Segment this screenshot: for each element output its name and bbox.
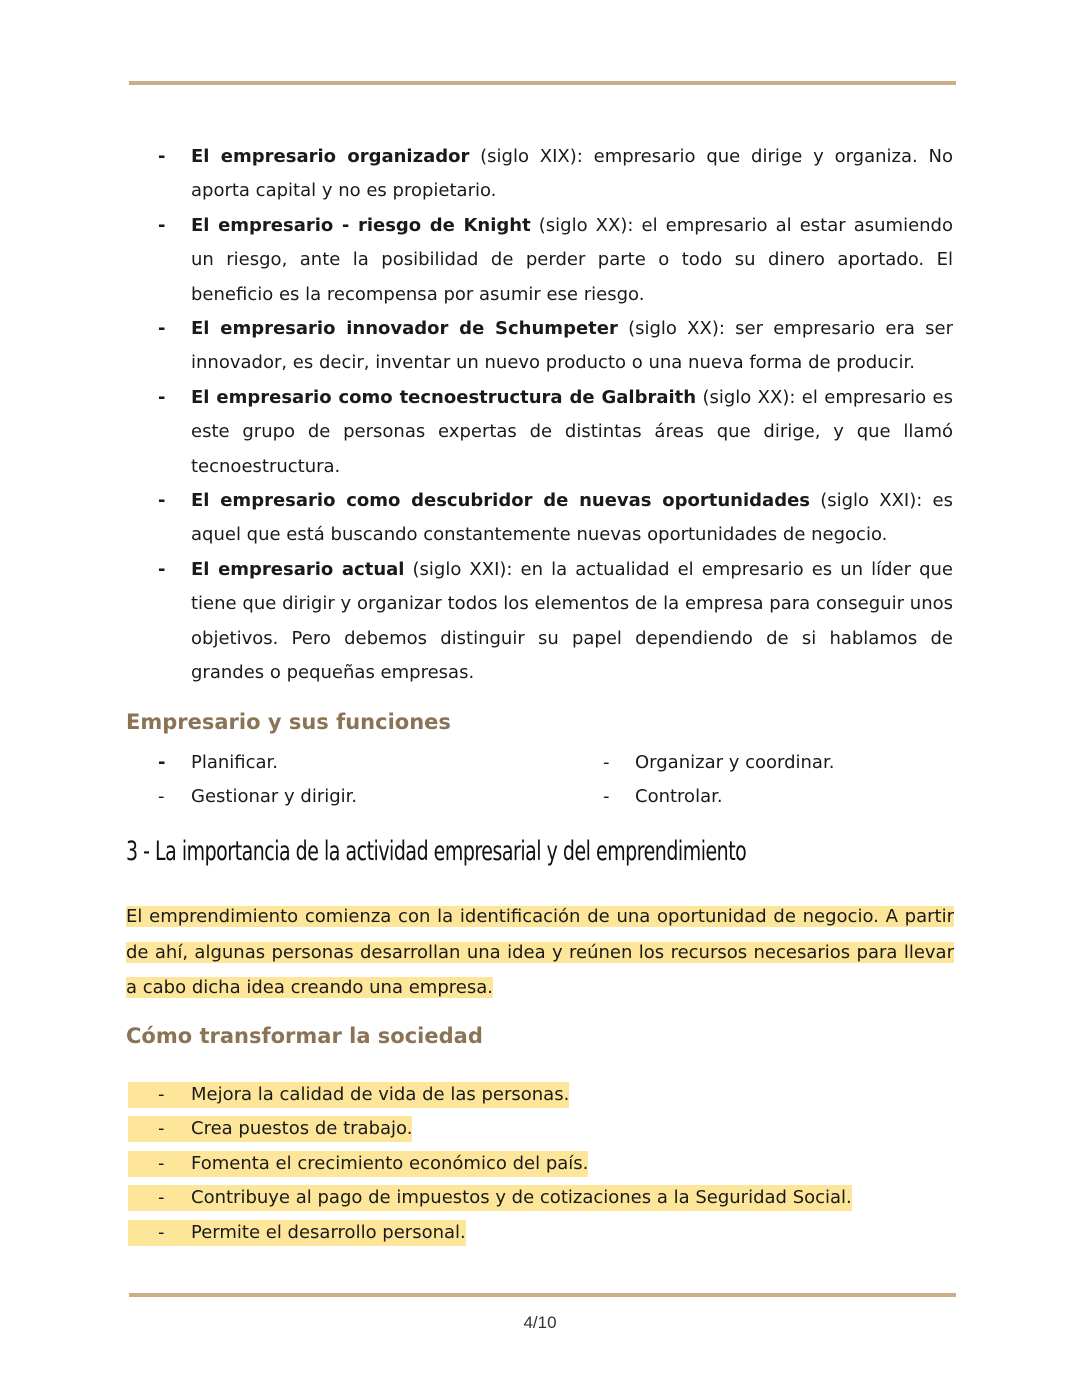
highlighted-text <box>128 1116 412 1142</box>
term-description: (siglo XX): ser empresario era ser innovador, es decir, inventar un nuevo producto o una nueva forma de producir. <box>191 318 953 374</box>
entrepreneur-types-list <box>128 140 953 691</box>
footer-rule <box>129 1293 956 1297</box>
bullet-dash: - <box>158 1118 165 1140</box>
header-rule <box>129 81 956 85</box>
term-bold: El empresario como tecnoestructura de Galbraith <box>191 386 697 408</box>
bullet-dash: - <box>158 1187 165 1209</box>
bullet-dash: - <box>158 214 166 236</box>
bullet-dash: - <box>158 318 166 340</box>
list-item <box>128 484 953 553</box>
highlighted-text <box>128 1082 569 1108</box>
bullet-dash: - <box>158 490 166 512</box>
term-bold: El empresario - riesgo de Knight <box>191 214 531 236</box>
term-description: (siglo XIX): empresario que dirige y organiza. No aporta capital y no es propietario. <box>191 146 954 202</box>
term-bold: El empresario innovador de Schumpeter <box>191 318 618 340</box>
page-number: 4/10 <box>523 1313 557 1332</box>
society-impact-list <box>128 1078 953 1250</box>
function-label: Gestionar y dirigir. <box>191 786 358 808</box>
bullet-dash: - <box>158 558 166 580</box>
list-item <box>128 1112 953 1146</box>
term-bold: El empresario como descubridor de nuevas oportunidades <box>191 490 810 512</box>
function-label: Planificar. <box>191 752 279 773</box>
function-label: Controlar. <box>635 786 723 808</box>
list-item <box>128 1078 953 1112</box>
section-paragraph <box>126 899 954 1006</box>
impact-label: Contribuye al pago de impuestos y de cotizaciones a la Seguridad Social. <box>191 1187 852 1209</box>
list-item <box>128 1147 953 1181</box>
bullet-dash: - <box>158 1084 165 1105</box>
bullet-dash: - <box>158 786 165 808</box>
highlighted-text <box>128 1185 852 1211</box>
bullet-dash: - <box>158 146 166 167</box>
term-description: (siglo XX): el empresario es este grupo de personas expertas de distintas áreas que dirige, y que llamó tecnoestructura. <box>191 386 953 477</box>
list-item <box>128 553 953 691</box>
bullet-dash: - <box>158 1152 165 1174</box>
bullet-dash: - <box>158 386 166 408</box>
highlighted-text <box>128 1220 466 1246</box>
impact-label: Fomenta el crecimiento económico del país. <box>191 1152 589 1174</box>
impact-label: Crea puestos de trabajo. <box>191 1118 413 1140</box>
bullet-dash: - <box>158 1221 165 1243</box>
impact-label: Mejora la calidad de vida de las personas. <box>191 1084 570 1105</box>
term-bold: El empresario actual <box>191 558 405 580</box>
term-bold: El empresario organizador <box>191 146 470 167</box>
functions-heading: Empresario y sus funciones <box>126 710 451 734</box>
list-item <box>128 209 953 312</box>
highlighted-text <box>128 1151 588 1177</box>
society-heading: Cómo transformar la sociedad <box>126 1024 483 1048</box>
section-title: 3 - La importancia de la actividad empresarial y del emprendimiento <box>126 836 747 867</box>
list-item <box>128 140 953 209</box>
bullet-dash: - <box>158 752 166 773</box>
list-item <box>128 312 953 381</box>
list-item <box>128 1216 953 1250</box>
term-description: (siglo XX): el empresario al estar asumiendo un riesgo, ante la posibilidad de perder parte o todo su dinero aportado. El beneficio es la recompensa por asumir ese riesgo. <box>191 214 953 305</box>
list-item <box>128 381 953 484</box>
list-item <box>128 1181 953 1215</box>
impact-label: Permite el desarrollo personal. <box>191 1221 466 1243</box>
term-description: (siglo XXI): es aquel que está buscando constantemente nuevas oportunidades de negocio. <box>191 490 953 546</box>
bullet-dash: - <box>603 752 610 773</box>
bullet-dash: - <box>603 786 610 808</box>
function-label: Organizar y coordinar. <box>635 752 835 773</box>
highlighted-text: El emprendimiento comienza con la identificación de una oportunidad de negocio. A partir de ahí, algunas personas desarrollan una idea y reúnen los recursos necesarios para llevar a cabo dicha idea creando una empresa. <box>126 906 954 998</box>
term-description: (siglo XXI): en la actualidad el empresario es un líder que tiene que dirigir y organizar todos los elementos de la empresa para conseguir unos objetivos. Pero debemos distinguir su papel dependiendo de si hablamos de grandes o pequeñas empresas. <box>191 558 953 684</box>
